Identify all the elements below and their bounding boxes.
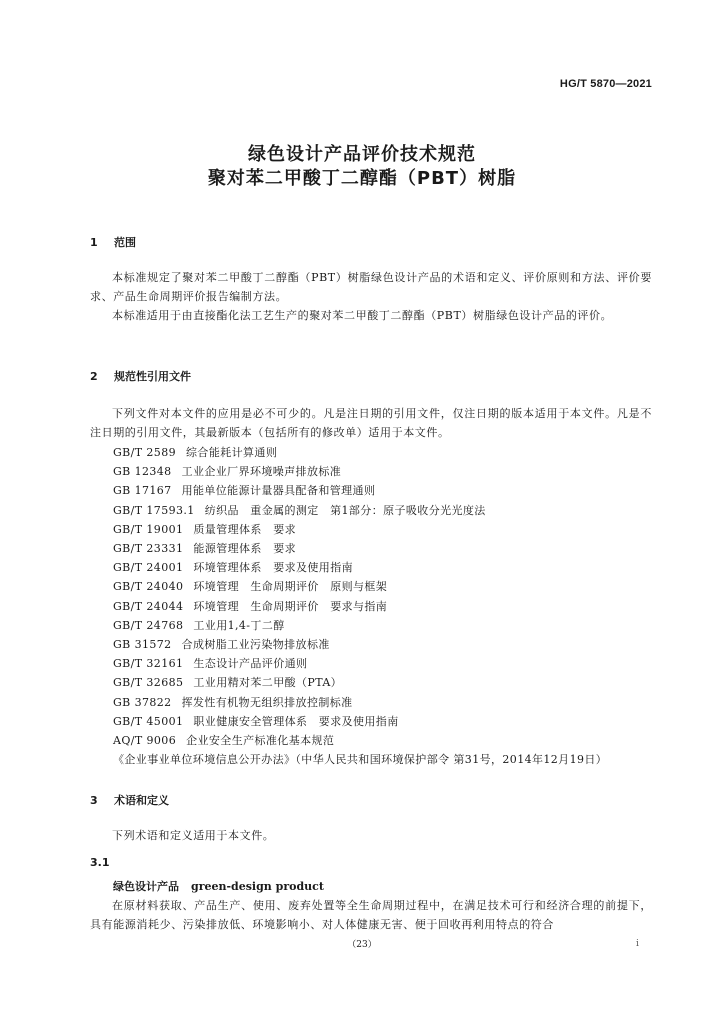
reference-item: GB/T 45001 职业健康安全管理体系 要求及使用指南 xyxy=(113,714,399,728)
reference-item: GB 17167 用能单位能源计量器具配备和管理通则 xyxy=(113,484,376,498)
document-title-line1: 绿色设计产品评价技术规范 xyxy=(248,144,476,165)
section-3-heading xyxy=(90,792,169,808)
term-entry xyxy=(113,878,324,894)
section-number: 1 xyxy=(90,236,98,249)
paragraph: 下列术语和定义适用于本文件。 xyxy=(112,829,275,842)
reference-item: GB 31572 合成树脂工业污染物排放标准 xyxy=(113,638,330,652)
subsection-number: 3.1 xyxy=(90,856,110,869)
reference-item: GB/T 24768 工业用1,4-丁二醇 xyxy=(113,618,285,632)
section-title: 术语和定义 xyxy=(114,794,169,807)
document-title-line2: 聚对苯二甲酸丁二醇酯（PBT）树脂 xyxy=(207,168,517,189)
reference-item: GB/T 32685 工业用精对苯二甲酸（PTA） xyxy=(113,676,343,690)
reference-item: 《企业事业单位环境信息公开办法》（中华人民共和国环境保护部令 第31号，2014年12月19日） xyxy=(113,753,608,767)
reference-item: GB/T 32161 生态设计产品评价通则 xyxy=(113,657,308,671)
term-chinese: 绿色设计产品 xyxy=(113,880,179,893)
reference-item: GB/T 17593.1 纺织品 重金属的测定 第1部分：原子吸收分光光度法 xyxy=(113,503,486,517)
reference-item: GB/T 23331 能源管理体系 要求 xyxy=(113,542,297,556)
reference-item: GB/T 24001 环境管理体系 要求及使用指南 xyxy=(113,561,354,575)
edge-mark: ⅰ xyxy=(636,939,639,949)
reference-item: GB/T 2589 综合能耗计算通则 xyxy=(113,446,278,459)
section-title: 范围 xyxy=(114,236,136,249)
reference-item: GB 12348 工业企业厂界环境噪声排放标准 xyxy=(113,465,342,479)
section-2-heading xyxy=(90,368,191,384)
page-number: （23） xyxy=(347,940,377,950)
definition-paragraph: 在原材料获取、产品生产、使用、废弃处置等全生命周期过程中，在满足技术可行和经济合理的前提下，具有能源消耗少、污染排放低、环境影响小、对人体健康无害、便于回收再利用特点的符合 xyxy=(90,899,652,931)
normative-references-list xyxy=(113,443,673,769)
paragraph: 本标准规定了聚对苯二甲酸丁二醇酯（PBT）树脂绿色设计产品的术语和定义、评价原则和方法、评价要求、产品生命周期评价报告编制方法。 xyxy=(90,271,652,303)
standard-number: HG/T 5870—2021 xyxy=(559,78,652,90)
section-number: 3 xyxy=(90,794,98,807)
reference-item: GB/T 19001 质量管理体系 要求 xyxy=(113,522,297,536)
reference-item: GB 37822 挥发性有机物无组织排放控制标准 xyxy=(113,695,353,709)
reference-item: AQ/T 9006 企业安全生产标准化基本规范 xyxy=(113,734,335,748)
reference-item: GB/T 24044 环境管理 生命周期评价 要求与指南 xyxy=(113,599,388,613)
section-number: 2 xyxy=(90,370,98,383)
section-1-heading xyxy=(90,234,136,250)
term-english: green-design product xyxy=(191,880,324,893)
paragraph: 本标准适用于由直接酯化法工艺生产的聚对苯二甲酸丁二醇酯（PBT）树脂绿色设计产品的评价。 xyxy=(112,309,613,322)
reference-item: GB/T 24040 环境管理 生命周期评价 原则与框架 xyxy=(113,580,388,594)
section-title: 规范性引用文件 xyxy=(114,370,191,383)
paragraph: 下列文件对本文件的应用是必不可少的。凡是注日期的引用文件，仅注日期的版本适用于本文件。凡是不注日期的引用文件，其最新版本（包括所有的修改单）适用于本文件。 xyxy=(90,407,652,439)
